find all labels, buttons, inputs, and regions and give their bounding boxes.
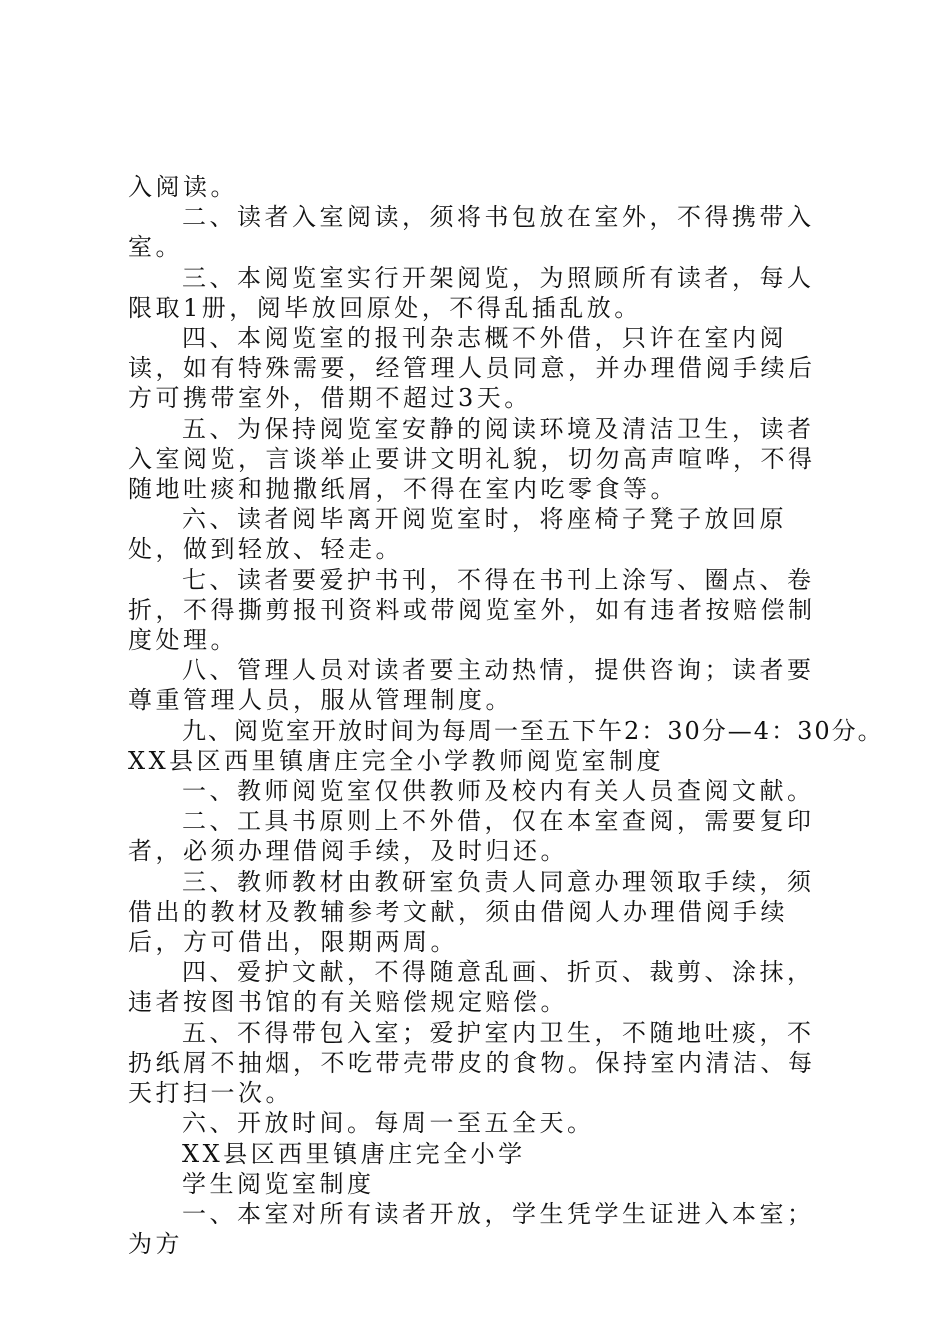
- paragraph-rule-4: 四、本阅览室的报刊杂志概不外借，只许在室内阅读，如有特殊需要，经管理人员同意，并办理借阅手续后方可携带室外，借期不超过3天。: [128, 324, 816, 413]
- paragraph-teacher-rule-2: 二、工具书原则上不外借，仅在本室查阅，需要复印者，必须办理借阅手续，及时归还。: [128, 807, 815, 866]
- document-body: [128, 172, 884, 1259]
- paragraph-rule-6: 六、读者阅毕离开阅览室时，将座椅子凳子放回原处，做到轻放、轻走。: [128, 505, 787, 564]
- paragraph-teacher-rule-6: 六、开放时间。每周一至五全天。: [182, 1109, 595, 1138]
- paragraph-teacher-rule-1: 一、教师阅览室仅供教师及校内有关人员查阅文献。: [182, 777, 815, 806]
- paragraph-teacher-rule-4: 四、爱护文献，不得随意乱画、折页、裁剪、涂抹，违者按图书馆的有关赔偿规定赔偿。: [128, 958, 815, 1017]
- paragraph-teacher-rule-5: 五、不得带包入室；爱护室内卫生，不随地吐痰，不扔纸屑不抽烟，不吃带壳带皮的食物。保持室内清洁、每天打扫一次。: [128, 1018, 816, 1108]
- paragraph-rule-9: 九、阅览室开放时间为每周一至五下午2：30分—4：30分。: [182, 716, 884, 745]
- paragraph-continuation: 入阅读。: [128, 173, 238, 201]
- section-title-student-reading-room: 学生阅览室制度: [182, 1169, 375, 1198]
- paragraph-rule-7: 七、读者要爱护书刊，不得在书刊上涂写、圈点、卷折，不得撕剪报刊资料或带阅览室外，如有违者按赔偿制度处理。: [128, 565, 816, 655]
- paragraph-rule-2: 二、读者入室阅读，须将书包放在室外，不得携带入室。: [128, 203, 815, 262]
- paragraph-rule-5: 五、为保持阅览室安静的阅读环境及清洁卫生，读者入室阅览，言谈举止要讲文明礼貌，切勿高声喧哗，不得随地吐痰和抛撒纸屑，不得在室内吃零食等。: [128, 414, 816, 504]
- paragraph-rule-3: 三、本阅览室实行开架阅览，为照顾所有读者，每人限取1册，阅毕放回原处，不得乱插乱放。: [128, 263, 815, 322]
- paragraph-rule-8: 八、管理人员对读者要主动热情，提供咨询；读者要尊重管理人员，服从管理制度。: [128, 656, 815, 715]
- paragraph-teacher-rule-3: 三、教师教材由教研室负责人同意办理领取手续，须借出的教材及教辅参考文献，须由借阅人办理借阅手续后，方可借出，限期两周。: [128, 867, 815, 957]
- paragraph-student-rule-1: 一、本室对所有读者开放，学生凭学生证进入本室；为方: [128, 1199, 815, 1259]
- section-title-teacher-reading-room: XX县区西里镇唐庄完全小学教师阅览室制度: [128, 746, 665, 775]
- school-name-heading: XX县区西里镇唐庄完全小学: [182, 1139, 526, 1168]
